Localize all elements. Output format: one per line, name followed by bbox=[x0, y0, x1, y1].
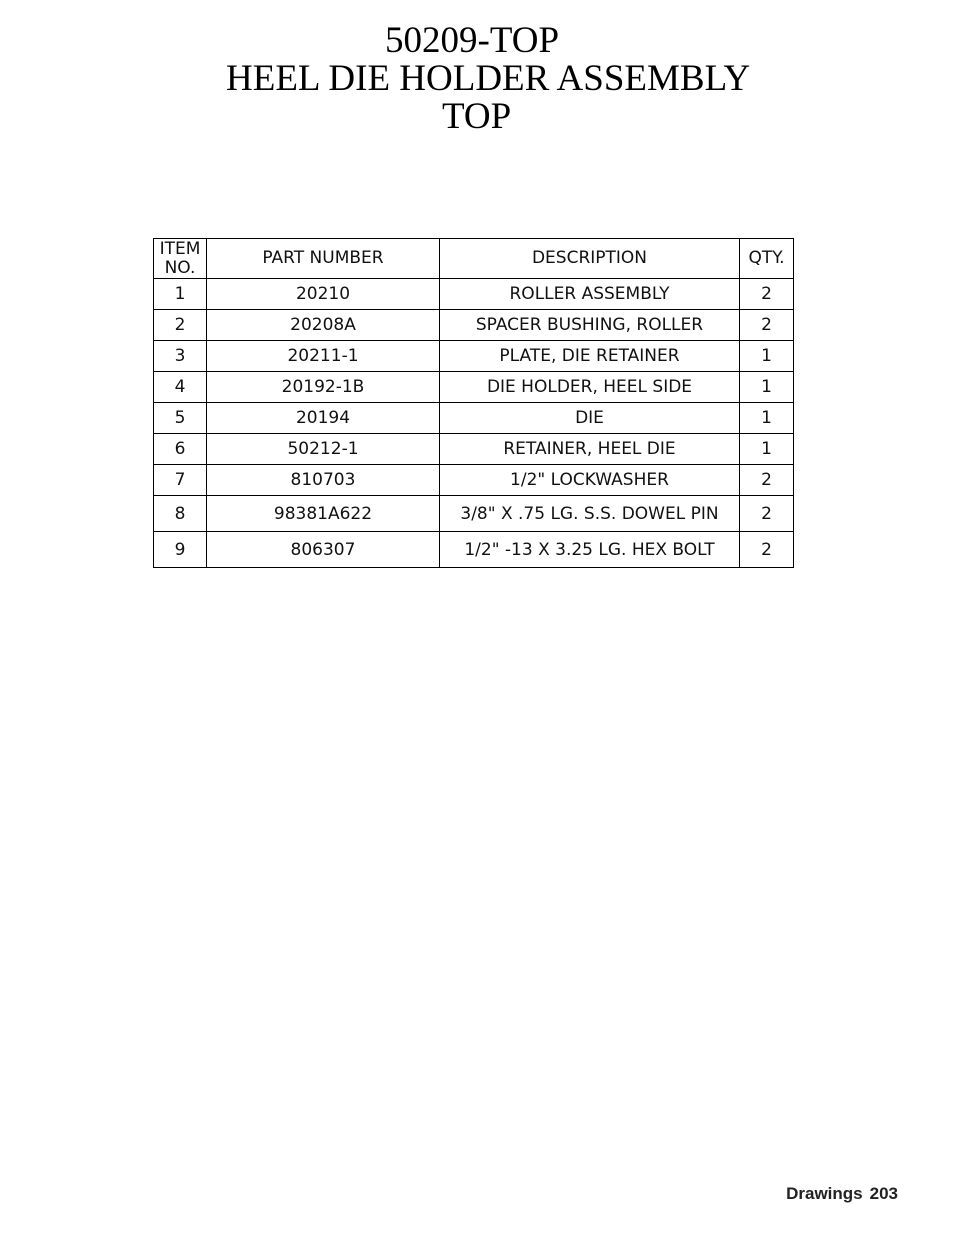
cell-description: DIE bbox=[440, 403, 740, 434]
cell-item: 2 bbox=[154, 310, 207, 341]
cell-qty: 1 bbox=[740, 403, 794, 434]
cell-part-number: 20192-1B bbox=[207, 372, 440, 403]
cell-qty: 2 bbox=[740, 310, 794, 341]
cell-description: 1/2" LOCKWASHER bbox=[440, 465, 740, 496]
table-row bbox=[154, 310, 794, 341]
cell-item: 5 bbox=[154, 403, 207, 434]
cell-part-number: 98381A622 bbox=[207, 496, 440, 532]
table-row bbox=[154, 341, 794, 372]
cell-qty: 1 bbox=[740, 341, 794, 372]
cell-qty: 1 bbox=[740, 372, 794, 403]
cell-description: DIE HOLDER, HEEL SIDE bbox=[440, 372, 740, 403]
header-item-line1: ITEM bbox=[159, 238, 201, 259]
document-title-line-2: HEEL DIE HOLDER ASSEMBLY bbox=[226, 58, 751, 99]
cell-part-number: 806307 bbox=[207, 532, 440, 568]
cell-item: 4 bbox=[154, 372, 207, 403]
cell-qty: 1 bbox=[740, 434, 794, 465]
cell-part-number: 20208A bbox=[207, 310, 440, 341]
table-row bbox=[154, 496, 794, 532]
cell-item: 6 bbox=[154, 434, 207, 465]
footer-section-label: Drawings bbox=[786, 1184, 863, 1203]
table-row bbox=[154, 279, 794, 310]
header-qty: QTY. bbox=[740, 239, 794, 279]
table-row bbox=[154, 465, 794, 496]
table-row bbox=[154, 403, 794, 434]
table-row bbox=[154, 372, 794, 403]
cell-description: SPACER BUSHING, ROLLER bbox=[440, 310, 740, 341]
cell-qty: 2 bbox=[740, 465, 794, 496]
cell-item: 9 bbox=[154, 532, 207, 568]
page-number: 203 bbox=[869, 1184, 898, 1203]
table-row bbox=[154, 434, 794, 465]
cell-item: 3 bbox=[154, 341, 207, 372]
parts-list-table bbox=[153, 238, 794, 568]
cell-part-number: 810703 bbox=[207, 465, 440, 496]
cell-qty: 2 bbox=[740, 496, 794, 532]
document-title-line-3: TOP bbox=[442, 96, 512, 137]
cell-part-number: 20194 bbox=[207, 403, 440, 434]
cell-description: 1/2" -13 X 3.25 LG. HEX BOLT bbox=[440, 532, 740, 568]
page-footer bbox=[786, 1184, 898, 1204]
table-row bbox=[154, 532, 794, 568]
document-title-line-1: 50209-TOP bbox=[385, 20, 560, 61]
cell-part-number: 20210 bbox=[207, 279, 440, 310]
header-description: DESCRIPTION bbox=[440, 239, 740, 279]
header-item-line2: NO. bbox=[164, 257, 196, 278]
table-header-row bbox=[154, 239, 794, 279]
header-item-no bbox=[154, 239, 207, 279]
cell-item: 1 bbox=[154, 279, 207, 310]
cell-description: ROLLER ASSEMBLY bbox=[440, 279, 740, 310]
cell-qty: 2 bbox=[740, 279, 794, 310]
cell-part-number: 20211-1 bbox=[207, 341, 440, 372]
cell-qty: 2 bbox=[740, 532, 794, 568]
cell-description: PLATE, DIE RETAINER bbox=[440, 341, 740, 372]
cell-item: 7 bbox=[154, 465, 207, 496]
cell-description: RETAINER, HEEL DIE bbox=[440, 434, 740, 465]
header-part-number: PART NUMBER bbox=[207, 239, 440, 279]
cell-item: 8 bbox=[154, 496, 207, 532]
cell-part-number: 50212-1 bbox=[207, 434, 440, 465]
cell-description: 3/8" X .75 LG. S.S. DOWEL PIN bbox=[440, 496, 740, 532]
